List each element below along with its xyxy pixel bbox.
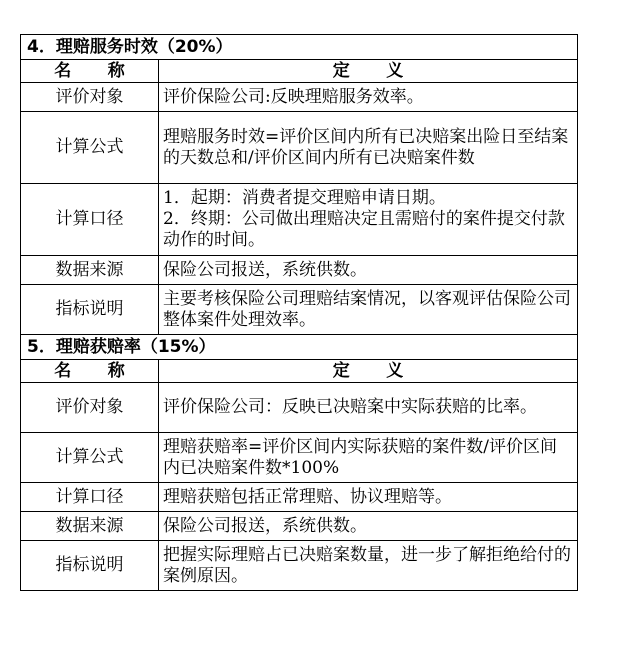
row-name: 计算公式 bbox=[21, 433, 159, 483]
row-definition bbox=[159, 184, 578, 256]
metrics-table bbox=[20, 34, 578, 591]
row-definition: 保险公司报送，系统供数。 bbox=[159, 256, 578, 285]
table-row bbox=[21, 285, 578, 335]
section-title: 4．理赔服务时效（20%） bbox=[21, 35, 578, 60]
row-definition: 评价保险公司：反映已决赔案中实际获赔的比率。 bbox=[159, 383, 578, 433]
table-row bbox=[21, 433, 578, 483]
header-definition: 定 义 bbox=[159, 360, 578, 383]
table-row bbox=[21, 512, 578, 541]
row-name: 评价对象 bbox=[21, 383, 159, 433]
table-row bbox=[21, 256, 578, 285]
row-name: 评价对象 bbox=[21, 83, 159, 112]
header-name: 名 称 bbox=[21, 60, 159, 83]
header-row bbox=[21, 360, 578, 383]
header-definition: 定 义 bbox=[159, 60, 578, 83]
header-name: 名 称 bbox=[21, 360, 159, 383]
row-definition: 理赔获赔包括正常理赔、协议理赔等。 bbox=[159, 483, 578, 512]
row-definition: 理赔获赔率=评价区间内实际获赔的案件数/评价区间内已决赔案件数*100% bbox=[159, 433, 578, 483]
table-row bbox=[21, 83, 578, 112]
row-definition: 评价保险公司:反映理赔服务效率。 bbox=[159, 83, 578, 112]
row-definition: 保险公司报送，系统供数。 bbox=[159, 512, 578, 541]
table-row bbox=[21, 483, 578, 512]
row-definition: 主要考核保险公司理赔结案情况，以客观评估保险公司整体案件处理效率。 bbox=[159, 285, 578, 335]
header-row bbox=[21, 60, 578, 83]
row-definition: 理赔服务时效=评价区间内所有已决赔案出险日至结案的天数总和/评价区间内所有已决赔案件数 bbox=[159, 112, 578, 184]
table-row bbox=[21, 383, 578, 433]
definition-line: 2．终期：公司做出理赔决定且需赔付的案件提交付款动作的时间。 bbox=[163, 209, 565, 250]
section-title-row bbox=[21, 335, 578, 360]
row-definition: 把握实际理赔占已决赔案数量，进一步了解拒绝给付的案例原因。 bbox=[159, 541, 578, 591]
row-name: 计算公式 bbox=[21, 112, 159, 184]
row-name: 数据来源 bbox=[21, 512, 159, 541]
row-name: 指标说明 bbox=[21, 285, 159, 335]
section-title-row bbox=[21, 35, 578, 60]
definition-line: 1．起期：消费者提交理赔申请日期。 bbox=[163, 188, 446, 208]
table-row bbox=[21, 112, 578, 184]
row-name: 数据来源 bbox=[21, 256, 159, 285]
table-row bbox=[21, 184, 578, 256]
section-title: 5．理赔获赔率（15%） bbox=[21, 335, 578, 360]
row-name: 指标说明 bbox=[21, 541, 159, 591]
table-row bbox=[21, 541, 578, 591]
row-name: 计算口径 bbox=[21, 184, 159, 256]
row-name: 计算口径 bbox=[21, 483, 159, 512]
